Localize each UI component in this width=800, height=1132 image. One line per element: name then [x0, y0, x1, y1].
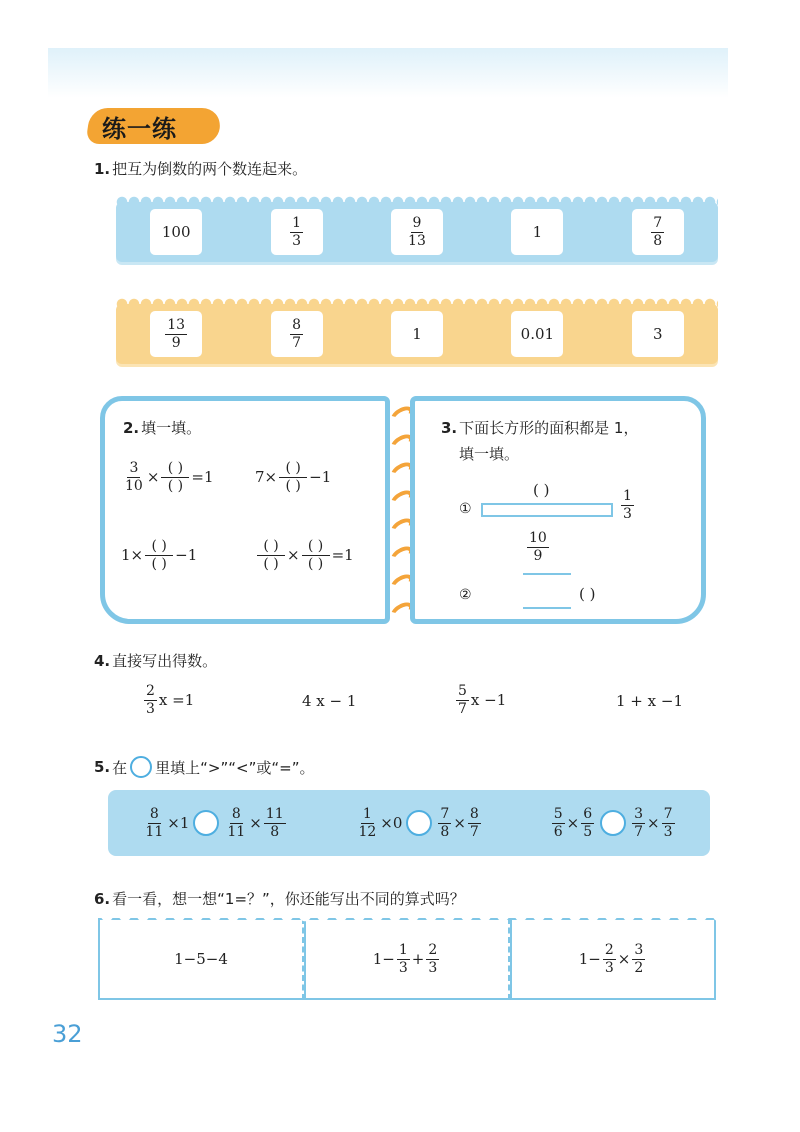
rectangle-1: [481, 503, 613, 517]
compare-2: $\frac{1}{12}$ × 0 $\frac{7}{8}$ × $\frac{8}{7}$: [358, 805, 479, 840]
card-3[interactable]: 3: [632, 311, 684, 357]
card-1b[interactable]: 1: [391, 311, 443, 357]
compare-1: $\frac{8}{11}$ × 1 $\frac{8}{11}$ × $\frac{11}{8}$: [145, 805, 284, 840]
q1-number: 1.: [94, 160, 111, 178]
compare-circle-1[interactable]: [193, 810, 219, 836]
number-strip-blue: [116, 202, 718, 262]
q4-expr-1: $\frac{2}{3}$ x =1: [146, 683, 195, 717]
question-6: 6. 看一看，想一想“1=？”，你还能写出不同的算式吗？: [94, 890, 465, 908]
q3-line2: 填一填。: [459, 445, 520, 463]
card-13-9[interactable]: $\frac{13}{9}$: [150, 311, 202, 357]
card-9-13[interactable]: $\frac{9}{13}$: [391, 209, 443, 255]
question-4: 4. 直接写出得数。: [94, 652, 218, 670]
card-1[interactable]: 1: [511, 209, 563, 255]
q2-expr-1: $\frac{3}{10}$ × $\frac{( )}{( )}$ =1: [125, 460, 214, 494]
q3-item2-label: ②: [459, 587, 472, 603]
question-2: 2. 填一填。: [123, 419, 202, 437]
q3-frac-1: $\frac{1}{3}$: [623, 488, 632, 522]
rectangle-2-top: [523, 573, 571, 575]
q2-expr-4: $\frac{( )}{( )}$ × $\frac{( )}{( )}$ =1: [255, 539, 354, 571]
q2-expr-3: 1 × $\frac{( )}{( )}$ −1: [121, 538, 198, 572]
ticket-cell-1: 1−5−4: [98, 918, 304, 1000]
q1-text: 把互为倒数的两个数连起来。: [112, 160, 308, 178]
ticket-notches: [98, 915, 716, 925]
number-strip-yellow: [116, 304, 718, 364]
q2-blank[interactable]: ( ): [161, 461, 189, 478]
q3-frac-2: $\frac{10}{9}$: [529, 530, 547, 564]
strip-teeth: [116, 295, 718, 307]
section-title: [92, 108, 177, 144]
card-7-8[interactable]: $\frac{7}{8}$: [632, 209, 684, 255]
top-band: [48, 48, 728, 98]
rectangle-2-bottom: [523, 607, 571, 609]
compare-3: $\frac{5}{6}$ × $\frac{6}{5}$ $\frac{3}{7}$ × $\frac{7}{3}$: [553, 805, 673, 840]
q4-expr-4: 1 + x −1: [616, 692, 683, 710]
notebook-right: [410, 396, 706, 624]
notebook-rings: [390, 408, 412, 618]
card-0-01[interactable]: 0.01: [511, 311, 563, 357]
section-title-text: 练一练: [102, 114, 177, 143]
compare-circle-2[interactable]: [406, 810, 432, 836]
ticket-strip: [98, 918, 716, 1000]
page-number: 32: [52, 1020, 83, 1048]
circle-icon: [130, 756, 152, 778]
compare-strip: [108, 790, 710, 856]
compare-circle-3[interactable]: [600, 810, 626, 836]
q3-item1-label: ①: [459, 501, 472, 517]
q4-expr-2: 4 x − 1: [302, 692, 357, 710]
card-8-7[interactable]: $\frac{8}{7}$: [271, 311, 323, 357]
card-100[interactable]: 100: [150, 209, 202, 255]
q4-expr-3: $\frac{5}{7}$ x −1: [458, 683, 507, 717]
q3-blank-1[interactable]: ( ): [533, 481, 550, 499]
ticket-cell-3: 1− $\frac{2}{3}$ × $\frac{3}{2}$: [510, 918, 716, 1000]
q2-expr-2: 7 × $\frac{( )}{( )}$ −1: [255, 460, 332, 494]
question-1: [94, 158, 307, 179]
q3-blank-2[interactable]: ( ): [579, 585, 596, 603]
question-5: 5. 在 里填上“>”“<”或“=”。: [94, 758, 315, 777]
notebook-left: [100, 396, 390, 624]
card-1-3[interactable]: $\frac{1}{3}$: [271, 209, 323, 255]
question-3: 3. 下面长方形的面积都是 1，: [441, 419, 639, 437]
strip-teeth: [116, 193, 718, 205]
ticket-cell-2: 1− $\frac{1}{3}$ + $\frac{2}{3}$: [304, 918, 510, 1000]
